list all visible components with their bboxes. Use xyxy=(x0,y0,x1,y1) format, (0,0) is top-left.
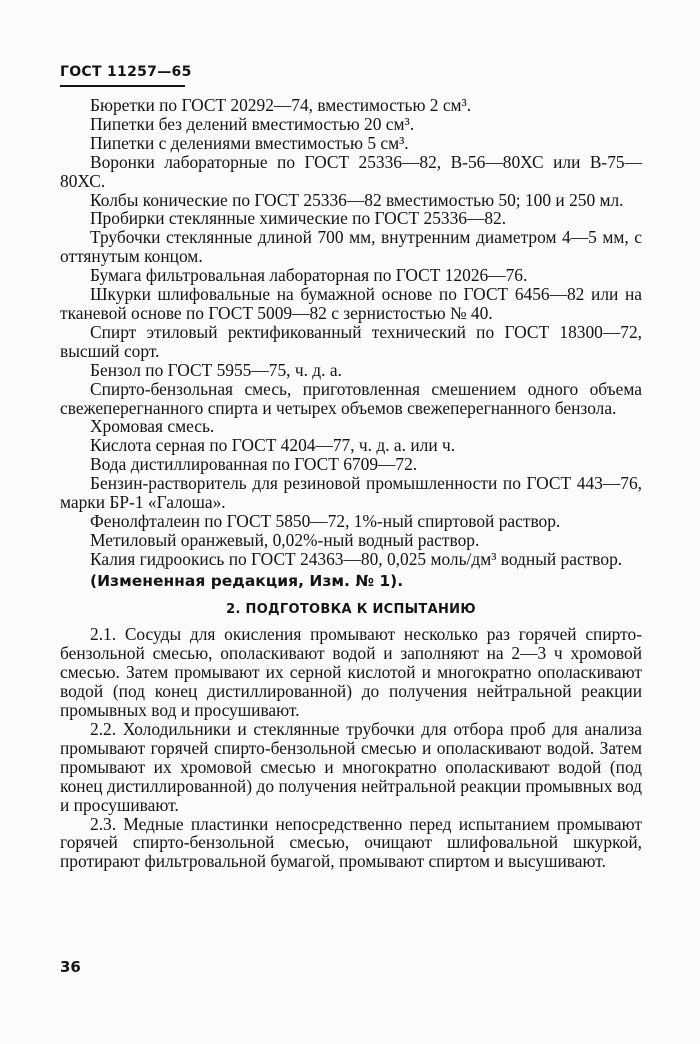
list-item: Пипетки без делений вместимостью 20 см³. xyxy=(90,113,415,134)
list-item: Спирт этиловый ректификованный технический по ГОСТ 18300—72, высший сорт. xyxy=(60,321,642,361)
list-item: Пробирки стеклянные химические по ГОСТ 25336—82. xyxy=(90,208,507,229)
equipment-list xyxy=(60,96,642,569)
list-item: Бюретки по ГОСТ 20292—74, вместимостью 2 см³. xyxy=(90,95,472,115)
page-number: 36 xyxy=(60,958,81,976)
list-item: Калия гидроокись по ГОСТ 24363—80, 0,025 моль/дм³ водный раствор. xyxy=(90,548,623,569)
running-head: ГОСТ 11257—65 xyxy=(60,64,192,80)
list-item: Вода дистиллированная по ГОСТ 6709—72. xyxy=(90,454,418,475)
list-item: Бензин-растворитель для резиновой промышленности по ГОСТ 443—76, марки БР-1 «Галоша». xyxy=(60,473,642,513)
list-item: Метиловый оранжевый, 0,02%-ный водный раствор. xyxy=(90,529,480,550)
list-item: Спирто-бензольная смесь, приготовленная смешением одного объема свежеперегнанного спирта и четырех объемов свежеперегнанного бензола. xyxy=(60,378,642,418)
list-item: Бумага фильтровальная лабораторная по ГОСТ 12026—76. xyxy=(90,265,528,286)
list-item: Пипетки с делениями вместимостью 5 см³. xyxy=(90,132,409,153)
list-item: Фенолфталеин по ГОСТ 5850—72, 1%-ный спиртовой раствор. xyxy=(90,510,561,531)
list-item: Кислота серная по ГОСТ 4204—77, ч. д. а. или ч. xyxy=(90,435,456,456)
section-title: 2. ПОДГОТОВКА К ИСПЫТАНИЮ xyxy=(226,601,476,617)
paragraph: 2.2. Холодильники и стеклянные трубочки для отбора проб для анализа промывают горячей спирто-бензольной смесью и ополаскивают водой. Затем промывают их хромовой смесью и многократно ополаскивают водой (под конец дистиллированной) до получения нейтральной реакции промывных вод и просушивают. xyxy=(60,719,642,815)
header-rule xyxy=(60,85,185,87)
list-item: Колбы конические по ГОСТ 25336—82 вместимостью 50; 100 и 250 мл. xyxy=(90,189,624,210)
page-body xyxy=(60,96,642,871)
edition-note: (Измененная редакция, Изм. № 1). xyxy=(90,571,404,590)
list-item: Бензол по ГОСТ 5955—75, ч. д. а. xyxy=(90,359,342,380)
list-item: Хромовая смесь. xyxy=(90,416,215,437)
section-paragraphs xyxy=(60,625,642,871)
paragraph: 2.3. Медные пластинки непосредственно перед испытанием промывают горячей спирто-бензольной смесью, очищают шлифовальной шкуркой, протирают фильтровальной бумагой, промывают спиртом и высушивают. xyxy=(60,813,642,872)
paragraph: 2.1. Сосуды для окисления промывают несколько раз горячей спирто-бензольной смесью, ополаскивают водой и заполняют на 2—3 ч хромовой смесью. Затем промывают их серной кислотой и многократно ополаскивают водой (под конец дистиллированной) до получения нейтральной реакции промывных вод и просушивают. xyxy=(60,624,642,721)
list-item: Воронки лабораторные по ГОСТ 25336—82, В-56—80ХС или В-75—80ХС. xyxy=(60,151,642,191)
list-item: Трубочки стеклянные длиной 700 мм, внутренним диаметром 4—5 мм, с оттянутым концом. xyxy=(60,227,642,267)
list-item: Шкурки шлифовальные на бумажной основе по ГОСТ 6456—82 или на тканевой основе по ГОСТ 5009—82 с зернистостью № 40. xyxy=(60,284,642,323)
